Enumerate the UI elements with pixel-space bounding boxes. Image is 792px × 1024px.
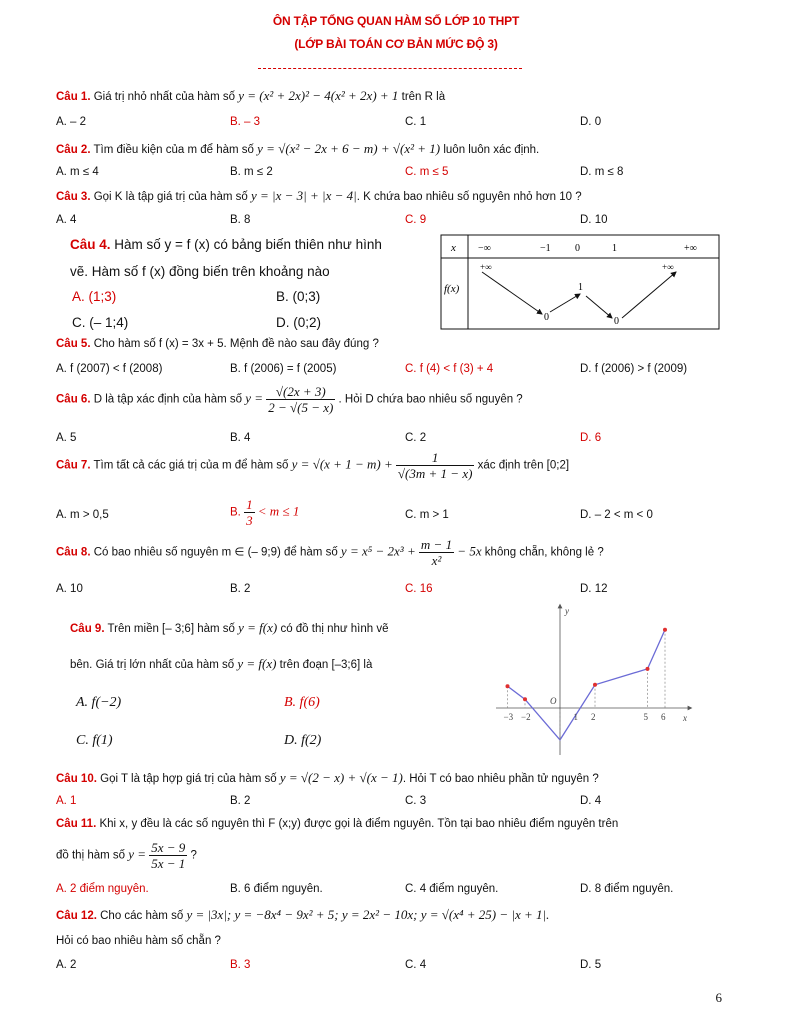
question-text: Có bao nhiêu số nguyên m ∈ (– 9;9) để hàm số <box>93 546 338 559</box>
q4-option-a[interactable]: A. (1;3) <box>72 289 117 304</box>
q9-option-a[interactable]: A. f(−2) <box>76 695 122 710</box>
graph-point <box>523 697 527 701</box>
q9-option-c[interactable]: C. f(1) <box>76 733 113 748</box>
question-2 <box>56 141 539 157</box>
q2-option-d[interactable]: D. m ≤ 8 <box>580 166 624 178</box>
question-12-line-2: Hỏi có bao nhiêu hàm số chẵn ? <box>56 935 221 947</box>
question-formula: y = <box>245 390 264 406</box>
q4-option-b[interactable]: B. (0;3) <box>276 289 321 304</box>
question-text: Trên miền [– 3;6] hàm số <box>107 623 235 635</box>
q2-option-c[interactable]: C. m ≤ 5 <box>405 166 449 178</box>
q6-option-a[interactable]: A. 5 <box>56 432 77 444</box>
fraction <box>244 497 255 528</box>
q7-option-d[interactable]: D. – 2 < m < 0 <box>580 509 653 521</box>
table-f-value: 0 <box>614 316 619 327</box>
x-tick-label: −2 <box>521 712 531 722</box>
q5-option-c[interactable]: C. f (4) < f (3) + 4 <box>405 363 494 375</box>
q7-option-a[interactable]: A. m > 0,5 <box>56 509 109 521</box>
question-number: Câu 6. <box>56 393 91 406</box>
x-tick-label: 6 <box>661 712 666 722</box>
x-tick-label: 5 <box>643 712 648 722</box>
question-formula: y = <box>128 846 147 862</box>
question-number: Câu 10. <box>56 773 97 785</box>
fraction-numerator: 5x − 9 <box>151 840 186 855</box>
fraction-numerator: √(2x + 3) <box>266 384 335 400</box>
arrow-increasing <box>550 294 580 312</box>
q9-option-d[interactable]: D. f(2) <box>284 733 322 748</box>
question-text-tail: luôn luôn xác định. <box>443 144 540 156</box>
table-x-value: +∞ <box>684 243 697 254</box>
document-title-line-1: ÔN TẬP TỔNG QUAN HÀM SỐ LỚP 10 THPT <box>272 14 520 28</box>
question-10 <box>56 770 599 786</box>
question-text-tail: . Hỏi T có bao nhiêu phần tử nguyên ? <box>402 773 599 785</box>
table-f-value: +∞ <box>480 262 492 272</box>
question-formula: y = f(x) <box>238 620 278 635</box>
question-7 <box>56 450 569 481</box>
question-4 <box>70 237 382 252</box>
question-5 <box>56 338 379 350</box>
q7-option-b[interactable] <box>230 497 299 528</box>
question-text-tail: ? <box>190 849 197 862</box>
question-text-tail: . Hỏi D chứa bao nhiêu số nguyên ? <box>338 393 523 406</box>
table-x-label: x <box>451 242 456 254</box>
question-11 <box>56 818 618 830</box>
question-number: Câu 2. <box>56 144 91 156</box>
question-text: Khi x, y đều là các số nguyên thì F (x;y) được gọi là điểm nguyên. Tồn tại bao nhiêu điểm nguyên trên <box>99 818 619 830</box>
fraction-numerator: m − 1 <box>420 537 453 552</box>
graph-point <box>593 683 597 687</box>
question-formula: y = x⁵ − 2x³ + <box>340 543 416 559</box>
q1-option-b[interactable]: B. – 3 <box>230 116 261 128</box>
q12-option-b[interactable]: B. 3 <box>230 959 251 971</box>
table-x-value: 0 <box>575 243 580 254</box>
page-number: 6 <box>715 990 722 1005</box>
q10-option-a[interactable]: A. 1 <box>56 795 77 807</box>
question-text: Gọi K là tập giá trị của hàm số <box>93 191 248 203</box>
q1-option-c[interactable]: C. 1 <box>405 116 427 128</box>
table-x-value: 1 <box>612 243 617 254</box>
arrow-decreasing <box>586 296 612 318</box>
table-x-value: −1 <box>540 243 551 254</box>
q2-option-a[interactable]: A. m ≤ 4 <box>56 166 99 178</box>
table-fx-label: f(x) <box>444 283 460 295</box>
function-graph <box>490 600 700 760</box>
x-axis-label: x <box>683 713 687 723</box>
q12-option-c[interactable]: C. 4 <box>405 959 427 971</box>
question-12 <box>56 907 549 923</box>
question-text: Tìm điều kiện của m để hàm số <box>93 144 254 156</box>
table-f-value: 1 <box>578 282 583 293</box>
fraction-denominator: √(3m + 1 − x) <box>397 466 473 481</box>
question-6 <box>56 384 523 415</box>
question-9 <box>70 620 389 636</box>
q2-option-b[interactable]: B. m ≤ 2 <box>230 166 273 178</box>
arrow-decreasing <box>482 272 542 314</box>
question-number: Câu 1. <box>56 91 91 103</box>
q10-option-c[interactable]: C. 3 <box>405 795 427 807</box>
question-text-tail: xác định trên [0;2] <box>477 459 570 472</box>
question-3 <box>56 188 582 204</box>
fraction <box>419 537 454 568</box>
y-axis-label: y <box>565 606 569 616</box>
question-text: Giá trị nhỏ nhất của hàm số <box>93 91 235 103</box>
table-f-value: 0 <box>544 312 549 323</box>
fraction-denominator: 2 − √(5 − x) <box>268 400 334 415</box>
fraction-numerator: 1 <box>246 497 253 512</box>
graph-curve <box>508 630 666 740</box>
question-formula: y = √(2 − x) + √(x − 1) <box>279 770 403 785</box>
q11-option-c[interactable]: C. 4 điểm nguyên. <box>405 883 499 895</box>
question-formula: y = |3x|; y = −8x⁴ − 9x² + 5; y = 2x² − 10x; y = √(x⁴ + 25) − |x + 1|. <box>186 907 550 922</box>
question-number: Câu 3. <box>56 191 91 203</box>
q8-option-b[interactable]: B. 2 <box>230 583 251 595</box>
question-number: Câu 12. <box>56 910 97 922</box>
question-text-tail: trên R là <box>401 91 446 103</box>
q4-option-c[interactable]: C. (– 1;4) <box>72 315 129 330</box>
q11-option-b[interactable]: B. 6 điểm nguyên. <box>230 883 323 895</box>
q11-option-d[interactable]: D. 8 điểm nguyên. <box>580 883 674 895</box>
question-number: Câu 4. <box>70 237 111 252</box>
question-formula-tail: − 5x <box>457 543 482 559</box>
question-text: bên. Giá trị lớn nhất của hàm số <box>70 659 235 671</box>
variation-table <box>440 234 720 330</box>
graph-point <box>646 667 650 671</box>
question-text-tail: trên đoạn [–3;6] là <box>279 659 373 671</box>
question-formula: y = √(x + 1 − m) + <box>291 456 393 472</box>
q3-option-a[interactable]: A. 4 <box>56 214 77 226</box>
q9-option-b[interactable]: B. f(6) <box>284 695 320 710</box>
question-number: Câu 9. <box>70 623 105 635</box>
fraction-numerator: 1 <box>396 450 475 466</box>
graph-point <box>506 684 510 688</box>
q11-option-a[interactable]: A. 2 điểm nguyên. <box>56 883 149 895</box>
question-formula: y = (x² + 2x)² − 4(x² + 2x) + 1 <box>238 88 399 103</box>
q5-option-a[interactable]: A. f (2007) < f (2008) <box>56 363 163 375</box>
q1-option-a[interactable]: A. – 2 <box>56 116 87 128</box>
question-9-line-2 <box>70 656 372 672</box>
question-11-line-2 <box>56 840 197 871</box>
question-text: Tìm tất cả các giá trị của m để hàm số <box>93 459 289 472</box>
q3-option-b[interactable]: B. 8 <box>230 214 251 226</box>
question-text-tail: . K chứa bao nhiêu số nguyên nhỏ hơn 10 ? <box>356 191 582 203</box>
fraction-denominator: 3 <box>246 513 253 528</box>
table-x-value: −∞ <box>478 243 491 254</box>
question-1 <box>56 88 445 104</box>
question-text: đồ thị hàm số <box>56 849 126 862</box>
origin-label: O <box>550 696 557 706</box>
question-text: D là tập xác định của hàm số <box>93 393 243 406</box>
question-formula: y = f(x) <box>237 656 277 671</box>
q12-option-d[interactable]: D. 5 <box>580 959 602 971</box>
question-number: Câu 11. <box>56 818 97 830</box>
option-letter: B. <box>230 506 241 519</box>
question-text: Gọi T là tập hợp giá trị của hàm số <box>100 773 277 785</box>
q8-option-d[interactable]: D. 12 <box>580 583 608 595</box>
question-number: Câu 7. <box>56 459 91 472</box>
x-tick-label: −3 <box>503 712 514 722</box>
question-4-line-2: vẽ. Hàm số f (x) đồng biến trên khoảng nào <box>70 264 330 279</box>
q6-option-b[interactable]: B. 4 <box>230 432 251 444</box>
question-text-tail: không chẵn, không lẻ ? <box>484 546 604 559</box>
q3-option-d[interactable]: D. 10 <box>580 214 608 226</box>
q12-option-a[interactable]: A. 2 <box>56 959 77 971</box>
question-formula: y = |x − 3| + |x − 4| <box>250 188 357 203</box>
q10-option-d[interactable]: D. 4 <box>580 795 602 807</box>
title-separator <box>258 68 522 69</box>
fraction <box>266 384 335 415</box>
option-formula: < m ≤ 1 <box>257 503 300 519</box>
question-text: Hàm số y = f (x) có bảng biến thiên như hình <box>114 237 382 252</box>
q8-option-a[interactable]: A. 10 <box>56 583 83 595</box>
question-number: Câu 5. <box>56 338 91 350</box>
q3-option-c[interactable]: C. 9 <box>405 214 427 226</box>
q7-option-c[interactable]: C. m > 1 <box>405 509 449 521</box>
arrow-increasing <box>622 272 676 318</box>
q10-option-b[interactable]: B. 2 <box>230 795 251 807</box>
question-8 <box>56 537 604 568</box>
q6-option-d[interactable]: D. 6 <box>580 432 602 444</box>
x-tick-label: 2 <box>591 712 596 722</box>
graph-marks <box>504 628 668 740</box>
q8-option-c[interactable]: C. 16 <box>405 583 433 595</box>
table-f-value: +∞ <box>662 262 674 272</box>
fraction-denominator: x² <box>431 553 442 568</box>
question-number: Câu 8. <box>56 546 91 559</box>
q1-option-d[interactable]: D. 0 <box>580 116 602 128</box>
x-tick-label: 1 <box>573 712 578 722</box>
graph-point <box>663 628 667 632</box>
question-text: Cho hàm số f (x) = 3x + 5. Mệnh đề nào sau đây đúng ? <box>93 338 379 350</box>
question-formula: y = √(x² − 2x + 6 − m) + √(x² + 1) <box>257 141 441 156</box>
q6-option-c[interactable]: C. 2 <box>405 432 427 444</box>
document-title-line-2: (LỚP BÀI TOÁN CƠ BẢN MỨC ĐỘ 3) <box>294 37 498 51</box>
q5-option-b[interactable]: B. f (2006) = f (2005) <box>230 363 337 375</box>
fraction <box>149 840 187 871</box>
q5-option-d[interactable]: D. f (2006) > f (2009) <box>580 363 688 375</box>
fraction <box>396 450 475 481</box>
question-text: Cho các hàm số <box>100 910 184 922</box>
fraction-denominator: 5x − 1 <box>151 856 186 871</box>
question-text-tail: có đồ thị như hình vẽ <box>280 623 389 635</box>
q4-option-d[interactable]: D. (0;2) <box>276 315 322 330</box>
